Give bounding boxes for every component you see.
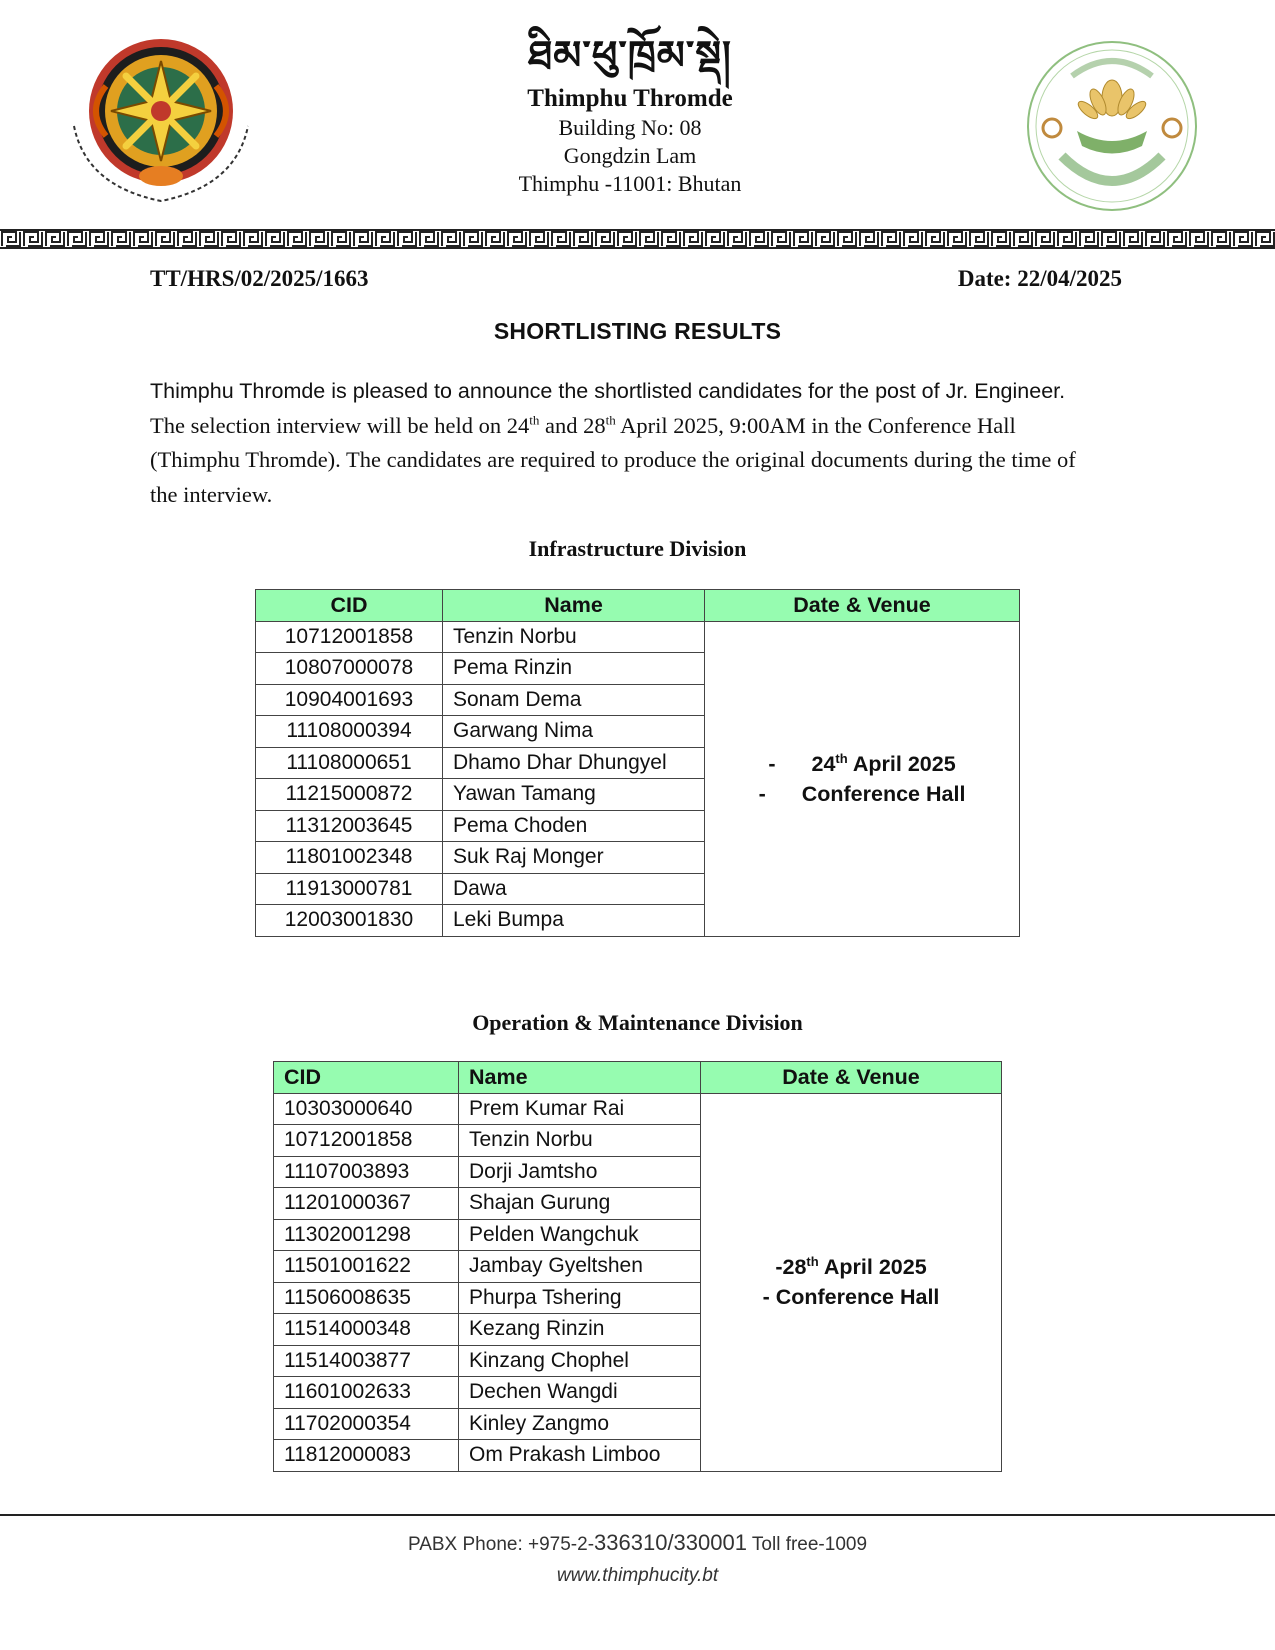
footer-divider — [0, 1514, 1275, 1516]
venue-dash: - — [758, 781, 766, 806]
operation-maintenance-table-body — [274, 1093, 1002, 1471]
thromde-logo-icon — [1022, 36, 1202, 216]
date-day-sup: th — [806, 1253, 819, 1269]
cid-cell: 10712001858 — [274, 1125, 459, 1157]
name-cell: Om Prakash Limboo — [459, 1440, 701, 1472]
cid-cell: 12003001830 — [256, 905, 443, 937]
name-cell: Shajan Gurung — [459, 1188, 701, 1220]
table-row — [256, 621, 1020, 653]
announcement-paragraph — [150, 374, 1090, 512]
interview-date — [711, 1252, 991, 1282]
date-dash: - — [768, 751, 776, 776]
interview-date — [715, 749, 1009, 779]
date-dash: - — [775, 1255, 783, 1279]
announcement-sup-1: th — [529, 412, 540, 427]
cid-cell: 10807000078 — [256, 653, 443, 685]
cid-cell: 11108000651 — [256, 747, 443, 779]
address-line-1: Building No: 08 — [558, 115, 702, 140]
name-cell: Phurpa Tshering — [459, 1282, 701, 1314]
cid-cell: 11702000354 — [274, 1408, 459, 1440]
phone-label: Phone: +975-2- — [457, 1534, 595, 1555]
cid-cell: 10904001693 — [256, 684, 443, 716]
date-venue-cell — [701, 1093, 1002, 1471]
name-cell: Suk Raj Monger — [443, 842, 705, 874]
name-cell: Tenzin Norbu — [443, 621, 705, 653]
cid-cell: 11514003877 — [274, 1345, 459, 1377]
name-cell: Kinley Zangmo — [459, 1408, 701, 1440]
division-heading-operation-maintenance: Operation & Maintenance Division — [472, 1010, 803, 1035]
date-day: 24 — [811, 751, 836, 776]
announcement-text-b: and 28 — [539, 412, 606, 438]
name-cell: Yawan Tamang — [443, 779, 705, 811]
cid-cell: 11215000872 — [256, 779, 443, 811]
name-cell: Kinzang Chophel — [459, 1345, 701, 1377]
cid-cell: 11201000367 — [274, 1188, 459, 1220]
cid-cell: 11107003893 — [274, 1156, 459, 1188]
phone-numbers: 336310/330001 — [594, 1530, 747, 1555]
division-heading-infrastructure: Infrastructure Division — [528, 536, 747, 561]
cid-cell: 11812000083 — [274, 1440, 459, 1472]
toll-free: Toll free-1009 — [746, 1534, 868, 1555]
venue-name: Conference Hall — [801, 781, 966, 806]
name-cell: Pema Choden — [443, 810, 705, 842]
date-day: 28 — [782, 1255, 807, 1279]
infrastructure-table-body — [256, 621, 1020, 936]
name-cell: Dorji Jamtsho — [459, 1156, 701, 1188]
column-header-cid: CID — [274, 1062, 459, 1094]
footer-website: www.thimphucity.bt — [556, 1565, 719, 1586]
announcement-intro: Thimphu Thromde is pleased to announce the shortlisted candidates for the post of Jr. Engineer. — [150, 379, 1066, 403]
venue-dash: - — [762, 1285, 770, 1309]
column-header-date-venue: Date & Venue — [701, 1062, 1002, 1094]
reference-date: Date: 22/04/2025 — [957, 266, 1122, 291]
cid-cell: 10303000640 — [274, 1093, 459, 1125]
national-emblem-icon — [66, 26, 266, 216]
venue-name: Conference Hall — [769, 1285, 940, 1309]
address-line-2: Gongdzin Lam — [563, 143, 697, 168]
date-day-sup: th — [835, 750, 848, 766]
cid-cell: 11108000394 — [256, 716, 443, 748]
reference-number: TT/HRS/02/2025/1663 — [150, 266, 369, 291]
cid-cell: 11514000348 — [274, 1314, 459, 1346]
date-venue-cell — [705, 621, 1020, 936]
name-cell: Dhamo Dhar Dhungyel — [443, 747, 705, 779]
org-name: Thimphu Thromde — [527, 85, 733, 112]
name-cell: Sonam Dema — [443, 684, 705, 716]
cid-cell: 11506008635 — [274, 1282, 459, 1314]
column-header-name: Name — [443, 590, 705, 622]
address-line-3: Thimphu -11001: Bhutan — [518, 171, 742, 196]
cid-cell: 11302001298 — [274, 1219, 459, 1251]
cid-cell: 11501001622 — [274, 1251, 459, 1283]
infrastructure-table — [255, 589, 1020, 937]
footer-contact — [0, 1530, 1275, 1556]
table-header-row — [274, 1062, 1002, 1094]
name-cell: Pelden Wangchuk — [459, 1219, 701, 1251]
name-cell: Garwang Nima — [443, 716, 705, 748]
date-rest: April 2025 — [818, 1255, 927, 1279]
name-cell: Leki Bumpa — [443, 905, 705, 937]
column-header-cid: CID — [256, 590, 443, 622]
announcement-sup-2: th — [605, 412, 616, 427]
announcement-text-a: The selection interview will be held on 24 — [150, 412, 530, 438]
name-cell: Dechen Wangdi — [459, 1377, 701, 1409]
interview-venue — [715, 779, 1009, 809]
document-title: SHORTLISTING RESULTS — [493, 318, 782, 344]
name-cell: Tenzin Norbu — [459, 1125, 701, 1157]
name-cell: Prem Kumar Rai — [459, 1093, 701, 1125]
org-name-dzongkha: ཐིམ་ཕུ་ཁྲོམ་སྡེ། — [528, 33, 732, 79]
operation-maintenance-table — [273, 1061, 1002, 1472]
letterhead — [420, 30, 840, 198]
date-rest: April 2025 — [847, 751, 956, 776]
name-cell: Kezang Rinzin — [459, 1314, 701, 1346]
table-header-row — [256, 590, 1020, 622]
table-row — [274, 1093, 1002, 1125]
cid-cell: 11913000781 — [256, 873, 443, 905]
name-cell: Dawa — [443, 873, 705, 905]
cid-cell: 10712001858 — [256, 621, 443, 653]
name-cell: Pema Rinzin — [443, 653, 705, 685]
name-cell: Jambay Gyeltshen — [459, 1251, 701, 1283]
column-header-date-venue: Date & Venue — [705, 590, 1020, 622]
interview-venue — [711, 1282, 991, 1312]
cid-cell: 11601002633 — [274, 1377, 459, 1409]
column-header-name: Name — [459, 1062, 701, 1094]
announcement-text-c: April 2025, 9:00AM in the Conference Hall (Thimphu Thromde). The candidates are required to produce the original documents during the time of the interview. — [150, 412, 1076, 507]
decorative-border — [0, 228, 1275, 250]
cid-cell: 11312003645 — [256, 810, 443, 842]
pabx-label: PABX — [407, 1534, 458, 1555]
cid-cell: 11801002348 — [256, 842, 443, 874]
